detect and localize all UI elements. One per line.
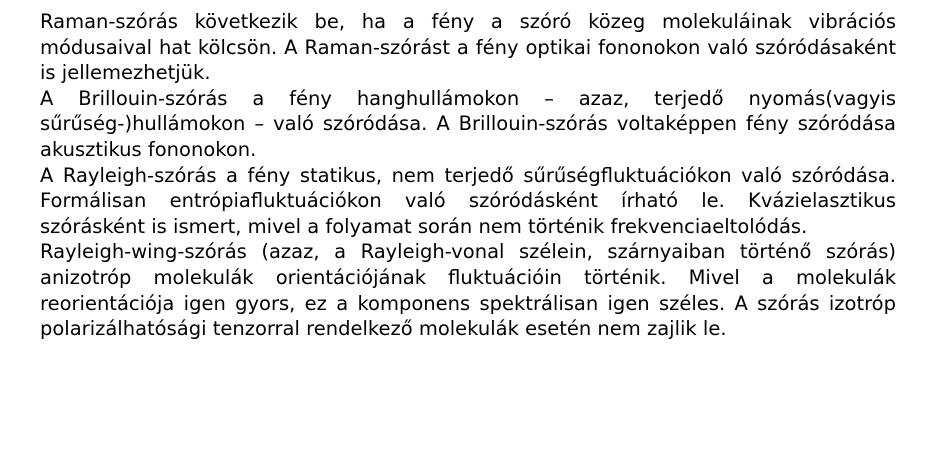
paragraph-rayleigh-wing: Rayleigh-wing-szórás (azaz, a Rayleigh-vonal szélein, szárnyaiban történő szórás) anizotróp molekulák orientációjának fluktuációin történik. Mivel a molekulák reorientációja igen gyors, ez a komponens spektrálisan igen széles. A szórás izotróp polarizálhatósági tenzorral rendelkező molekulák esetén nem zajlik le. [40,240,896,341]
paragraph-rayleigh: A Rayleigh-szórás a fény statikus, nem terjedő sűrűségfluktuációkon való szóródása. Formálisan entrópiafluktuációkon való szóródásként írható le. Kvázielasztikus szórásként is ismert, mivel a folyamat során nem történik frekvenciaeltolódás. [40,163,896,238]
paragraph-brillouin: A Brillouin-szórás a fény hanghullámokon – azaz, terjedő nyomás(vagyis sűrűség-)hullámokon – való szóródása. A Brillouin-szórás voltaképpen fény szóródása akusztikus fononokon. [40,86,896,161]
document-body [40,9,896,342]
paragraph-raman: Raman-szórás következik be, ha a fény a szóró közeg molekuláinak vibrációs módusaival hat kölcsön. A Raman-szórást a fény optikai fononokon való szóródásaként is jellemezhetjük. [40,10,896,85]
